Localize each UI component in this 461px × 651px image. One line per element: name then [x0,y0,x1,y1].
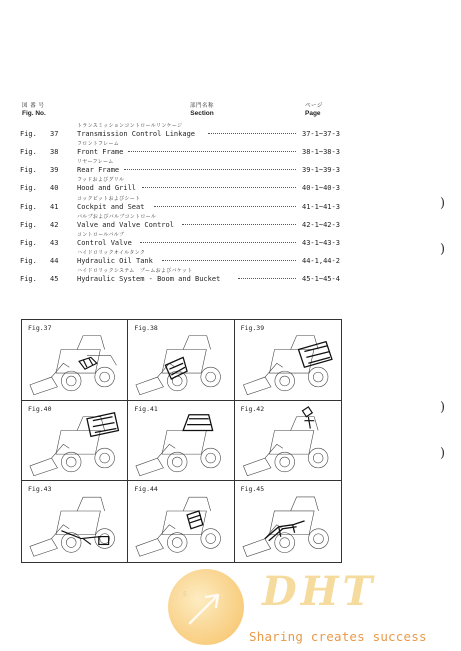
figure-label: Fig.38 [134,324,158,332]
row-title: Transmission Control Linkage [77,130,196,138]
figure-cell[interactable] [235,481,341,562]
row-title: Hydraulic System - Boom and Bucket [77,275,221,283]
row-title: Front Frame [77,148,124,156]
watermark-logo-text: DHT [262,568,377,615]
row-jp: コントロールバルブ [77,232,125,238]
row-num: 38 [50,148,59,156]
header-page-jp: ページ [305,103,323,109]
paren-mark: ) [440,446,446,461]
leader-dots [124,169,296,170]
index-row [0,267,461,287]
leader-dots [142,187,296,188]
figure-cell[interactable] [128,320,234,401]
row-jp: フッドおよびグリル [77,177,125,183]
figure-cell[interactable] [22,320,128,401]
row-num: 37 [50,130,59,138]
row-page: 38-1~38-3 [302,148,340,156]
figure-cell[interactable] [22,401,128,482]
header-section [190,103,214,117]
figure-label: Fig.40 [28,404,52,413]
row-fig: Fig. [20,184,37,192]
header-page-en: Page [305,110,321,117]
row-page: 44-1,44-2 [302,257,340,265]
figure-label: Fig.42 [240,404,265,413]
paren-mark: ) [440,196,446,211]
paren-mark: ) [440,400,446,415]
row-jp: フロントフレーム [77,141,120,147]
figure-label: Fig.39 [240,324,265,332]
row-fig: Fig. [20,221,37,229]
header-page [305,103,323,117]
row-num: 39 [50,166,59,174]
figure-label: Fig.37 [28,324,52,332]
row-jp: リヤーフレーム [77,159,114,165]
row-page: 39-1~39-3 [302,166,340,174]
row-page: 41-1~41-3 [302,203,340,211]
figure-cell[interactable] [235,320,341,401]
figure-label: Fig.43 [28,485,52,494]
header-fig-jp: 図 番 号 [22,103,45,109]
row-num: 43 [50,239,59,247]
index-row [0,231,461,251]
index-row [0,213,461,233]
wheel-loader-illustration [235,481,341,562]
row-fig: Fig. [20,130,37,138]
row-num: 40 [50,184,59,192]
row-jp: ハイドロリックシステム ブームおよびバケット [77,268,193,274]
leader-dots [162,260,296,261]
row-jp: トランスミッションコントロールリンケージ [77,123,183,129]
watermark-logo-icon [168,569,244,645]
row-fig: Fig. [20,203,37,211]
row-title: Control Valve [77,239,132,247]
row-page: 45-1~45-4 [302,275,340,283]
index-row [0,140,461,160]
row-fig: Fig. [20,275,37,283]
row-page: 40-1~40-3 [302,184,340,192]
row-num: 44 [50,257,59,265]
figure-cell[interactable] [128,481,234,562]
leader-dots [140,242,296,243]
row-jp: コックピットおよびシート [77,196,141,202]
row-title: Hydraulic Oil Tank [77,257,153,265]
row-fig: Fig. [20,148,37,156]
leader-dots [182,224,296,225]
figure-grid [21,319,342,563]
paren-mark: ) [440,242,446,257]
row-page: 42-1~42-3 [302,221,340,229]
row-page: 37-1~37-3 [302,130,340,138]
row-fig: Fig. [20,239,37,247]
wheel-loader-illustration [128,481,233,562]
figure-label: Fig.41 [134,404,158,413]
figure-label: Fig.45 [240,485,265,494]
leader-dots [154,206,296,207]
row-jp: バルブおよびバルブコントロール [77,214,157,220]
row-title: Hood and Grill [77,184,137,192]
index-row [0,176,461,196]
index-row [0,158,461,178]
index-row [0,122,461,142]
figure-cell[interactable] [22,481,128,562]
header-section-en: Section [190,110,214,117]
row-jp: ハイドロリックオイルタンク [77,250,146,256]
index-row [0,195,461,215]
row-num: 41 [50,203,59,211]
row-title: Valve and Valve Control [77,221,174,229]
index-row [0,249,461,269]
row-num: 45 [50,275,59,283]
leader-dots [208,133,296,134]
row-title: Rear Frame [77,166,120,174]
header-fig-en: Fig. No. [22,110,46,117]
leader-dots [238,278,296,279]
row-fig: Fig. [20,166,37,174]
header-section-jp: 部門名称 [190,103,215,109]
figure-cell[interactable] [128,401,234,482]
watermark-slogan: Sharing creates success [249,629,427,644]
wheel-loader-illustration [22,481,127,562]
header-fig-no [22,103,46,117]
leader-dots [128,151,296,152]
row-title: Cockpit and Seat [77,203,145,211]
row-fig: Fig. [20,257,37,265]
figure-label: Fig.44 [134,485,158,494]
figure-cell[interactable] [235,401,341,482]
row-num: 42 [50,221,59,229]
row-page: 43-1~43-3 [302,239,340,247]
